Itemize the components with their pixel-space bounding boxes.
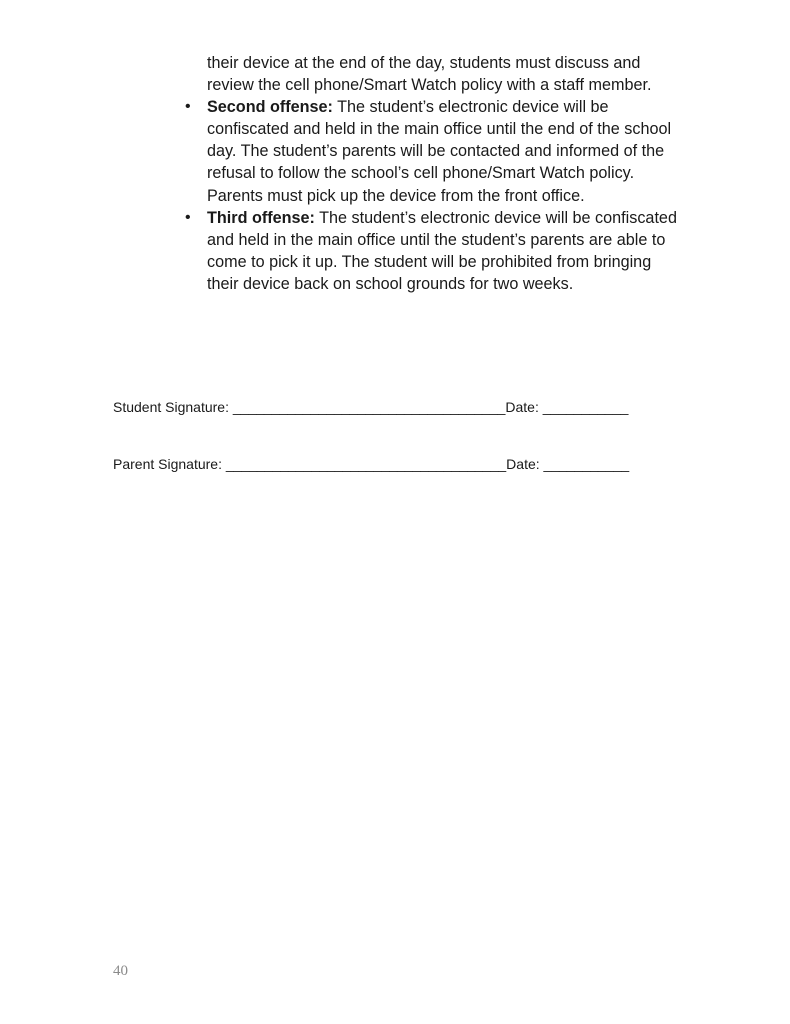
second-offense-text: The student’s electronic device will be confiscated and held in the main office until the end of the school day. The student’s parents will be contacted and informed of the refusal to follow the school’s cell phone/Smart Watch policy. Parents must pick up the device from the front office.: [207, 98, 672, 205]
third-offense-label: Third offense:: [207, 208, 315, 227]
parent-date-label: Date:: [506, 456, 544, 472]
offense-list: [185, 96, 682, 295]
second-offense-item: [185, 96, 682, 206]
student-date-label: Date:: [505, 399, 543, 415]
student-signature-row: [113, 398, 628, 416]
parent-signature-line: ____________________________________: [225, 456, 507, 472]
second-offense-label: Second offense:: [207, 98, 333, 117]
student-signature-label: Student Signature:: [113, 399, 233, 415]
third-offense-text: The student’s electronic device will be confiscated and held in the main office until the student’s parents are able to come to pick it up. The student will be prohibited from bringing their device back on school grounds for two weeks.: [207, 208, 677, 293]
parent-signature-row: [113, 455, 629, 473]
bullet-icon: •: [185, 208, 191, 226]
policy-continuation-text: their device at the end of the day, students must discuss and review the cell phone/Smart Watch policy with a staff member.: [207, 54, 652, 95]
student-signature-line: ___________________________________: [232, 399, 506, 415]
student-date-line: ___________: [542, 399, 629, 415]
parent-date-line: ___________: [543, 456, 630, 472]
bullet-icon: •: [185, 98, 191, 116]
parent-signature-label: Parent Signature:: [113, 456, 226, 472]
third-offense-item: [185, 207, 682, 295]
page-number: 40: [113, 963, 128, 979]
policy-section: [185, 52, 682, 295]
